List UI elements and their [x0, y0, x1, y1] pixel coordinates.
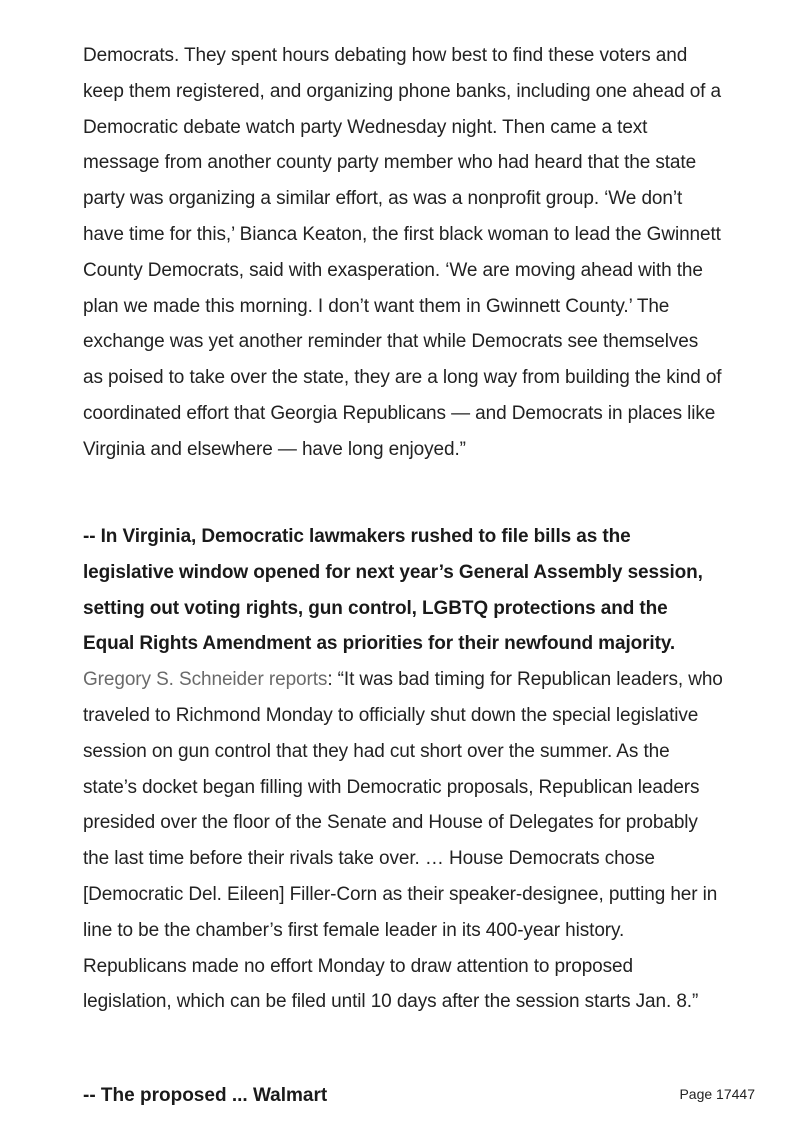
- page-number: Page 17447: [679, 1086, 755, 1102]
- reporter-link[interactable]: Gregory S. Schneider reports: [83, 669, 328, 691]
- body-paragraph-1: Democrats. They spent hours debating how best to find these voters and keep them registered, and organizing phone banks, including one ahead of a Democratic debate watch party Wednesday night. Then came a text message from another county party member who had heard that the state party was organizing a similar effort, as was a nonprofit group. ‘We don’t have time for this,’ Bianca Keaton, the first black woman to lead the Gwinnett County Democrats, said with exasperation. ‘We are moving ahead with the plan we made this morning. I don’t want them in Gwinnett County.’ The exchange was yet another reminder that while Democrats see themselves as poised to take over the state, they are a long way from building the kind of coordinated effort that Georgia Republicans — and Democrats in places like Virginia and elsewhere — have long enjoyed.”: [83, 45, 722, 460]
- paragraph-2-bold-lead: -- In Virginia, Democratic lawmakers rushed to file bills as the legislative window opened for next year’s General Assembly session, setting out voting rights, gun control, LGBTQ protections and the Equal Rights Amendment as priorities for their newfound majority.: [83, 526, 703, 655]
- body-paragraph-2: [83, 519, 723, 1020]
- cutoff-text: -- The proposed ... Walmart: [83, 1085, 328, 1106]
- cutoff-next-paragraph: [83, 1071, 643, 1106]
- paragraph-2-body: : “It was bad timing for Republican leaders, who traveled to Richmond Monday to officially shut down the special legislative session on gun control that they had cut short over the summer. As the state’s docket began filling with Democratic proposals, Republican leaders presided over the floor of the Senate and House of Delegates for probably the last time before their rivals take over. … House Democrats chose [Democratic Del. Eileen] Filler-Corn as their speaker-designee, putting her in line to be the chamber’s first female leader in its 400-year history. Republicans made no effort Monday to draw attention to proposed legislation, which can be filed until 10 days after the session starts Jan. 8.”: [83, 669, 723, 1013]
